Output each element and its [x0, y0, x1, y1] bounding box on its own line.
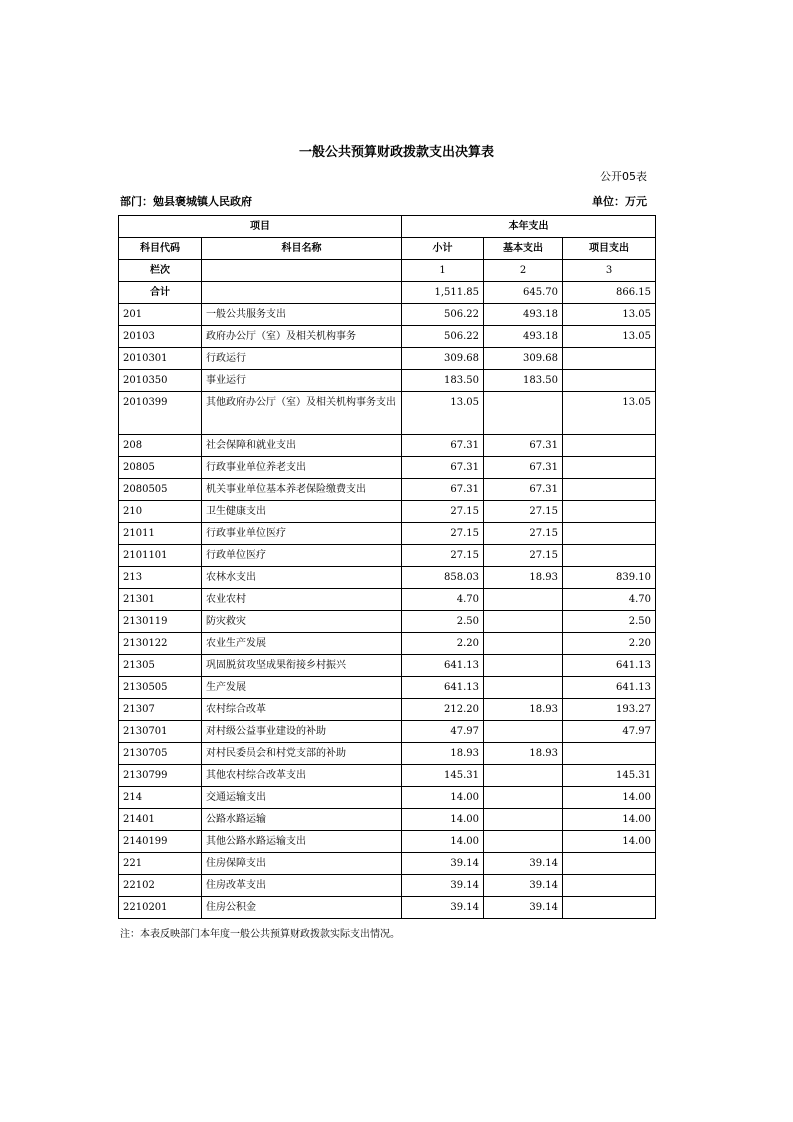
row-name: 其他政府办公厅（室）及相关机构事务支出 [202, 392, 402, 435]
row-basic: 27.15 [484, 523, 563, 545]
row-code: 201 [119, 304, 202, 326]
column-number-row [119, 260, 656, 282]
total-blank [202, 282, 402, 304]
row-subtotal: 47.97 [402, 721, 484, 743]
row-basic [484, 831, 563, 853]
department-label: 部门：勉县褒城镇人民政府 [120, 195, 252, 208]
row-subtotal: 14.00 [402, 809, 484, 831]
row-basic: 18.93 [484, 743, 563, 765]
row-project [563, 435, 656, 457]
row-project [563, 523, 656, 545]
row-basic: 18.93 [484, 567, 563, 589]
row-code: 2210201 [119, 897, 202, 919]
row-name: 交通运输支出 [202, 787, 402, 809]
table-row [119, 677, 656, 699]
row-name: 农林水支出 [202, 567, 402, 589]
col-number-2: 2 [484, 260, 563, 282]
row-basic: 493.18 [484, 326, 563, 348]
row-basic [484, 392, 563, 435]
row-name: 政府办公厅（室）及相关机构事务 [202, 326, 402, 348]
row-basic [484, 765, 563, 787]
row-code: 2130799 [119, 765, 202, 787]
row-name: 卫生健康支出 [202, 501, 402, 523]
row-code: 210 [119, 501, 202, 523]
row-code: 2080505 [119, 479, 202, 501]
table-row [119, 743, 656, 765]
table-row [119, 501, 656, 523]
total-basic: 645.70 [484, 282, 563, 304]
row-basic [484, 809, 563, 831]
total-label: 合计 [119, 282, 202, 304]
row-project: 47.97 [563, 721, 656, 743]
row-subtotal: 4.70 [402, 589, 484, 611]
table-row [119, 370, 656, 392]
row-project: 145.31 [563, 765, 656, 787]
row-project: 193.27 [563, 699, 656, 721]
row-code: 21011 [119, 523, 202, 545]
row-name: 农村综合改革 [202, 699, 402, 721]
row-name: 其他农村综合改革支出 [202, 765, 402, 787]
table-row [119, 348, 656, 370]
header-item: 项目 [119, 216, 402, 238]
page-title: 一般公共预算财政拨款支出决算表 [298, 145, 494, 160]
row-label: 栏次 [119, 260, 202, 282]
row-subtotal: 2.50 [402, 611, 484, 633]
row-code: 2130705 [119, 743, 202, 765]
row-basic: 67.31 [484, 479, 563, 501]
table-row [119, 765, 656, 787]
row-code: 21307 [119, 699, 202, 721]
row-name: 行政事业单位养老支出 [202, 457, 402, 479]
row-code: 2010301 [119, 348, 202, 370]
row-project [563, 853, 656, 875]
row-subtotal: 27.15 [402, 501, 484, 523]
table-row [119, 897, 656, 919]
row-code: 21305 [119, 655, 202, 677]
row-name: 对村级公益事业建设的补助 [202, 721, 402, 743]
row-project: 4.70 [563, 589, 656, 611]
row-project [563, 457, 656, 479]
unit-label: 单位：万元 [592, 195, 647, 208]
header-name: 科目名称 [202, 238, 402, 260]
row-basic [484, 787, 563, 809]
row-project: 14.00 [563, 787, 656, 809]
row-project: 641.13 [563, 677, 656, 699]
row-subtotal: 67.31 [402, 457, 484, 479]
row-code: 2140199 [119, 831, 202, 853]
table-row [119, 304, 656, 326]
row-basic [484, 655, 563, 677]
row-project [563, 370, 656, 392]
header-basic: 基本支出 [484, 238, 563, 260]
row-basic: 18.93 [484, 699, 563, 721]
row-name: 一般公共服务支出 [202, 304, 402, 326]
row-project [563, 743, 656, 765]
row-subtotal: 13.05 [402, 392, 484, 435]
table-row [119, 875, 656, 897]
row-subtotal: 67.31 [402, 435, 484, 457]
row-name: 巩固脱贫攻坚成果衔接乡村振兴 [202, 655, 402, 677]
row-name: 对村民委员会和村党支部的补助 [202, 743, 402, 765]
row-project: 2.20 [563, 633, 656, 655]
table-row [119, 479, 656, 501]
row-subtotal: 67.31 [402, 479, 484, 501]
row-project: 641.13 [563, 655, 656, 677]
row-basic: 493.18 [484, 304, 563, 326]
row-subtotal: 39.14 [402, 853, 484, 875]
row-project [563, 501, 656, 523]
row-basic: 27.15 [484, 501, 563, 523]
row-name: 行政运行 [202, 348, 402, 370]
row-code: 213 [119, 567, 202, 589]
table-row [119, 392, 656, 435]
col-number-3: 3 [563, 260, 656, 282]
row-basic [484, 633, 563, 655]
row-basic [484, 589, 563, 611]
total-row [119, 282, 656, 304]
row-code: 2101101 [119, 545, 202, 567]
header-row-1 [119, 216, 656, 238]
row-code: 2010350 [119, 370, 202, 392]
row-code: 208 [119, 435, 202, 457]
row-subtotal: 27.15 [402, 545, 484, 567]
row-basic [484, 611, 563, 633]
row-code: 20103 [119, 326, 202, 348]
total-subtotal: 1,511.85 [402, 282, 484, 304]
row-name: 行政单位医疗 [202, 545, 402, 567]
row-basic: 39.14 [484, 853, 563, 875]
table-row [119, 633, 656, 655]
row-subtotal: 14.00 [402, 831, 484, 853]
row-name: 行政事业单位医疗 [202, 523, 402, 545]
row-basic: 39.14 [484, 897, 563, 919]
row-basic [484, 721, 563, 743]
row-project: 13.05 [563, 326, 656, 348]
row-code: 214 [119, 787, 202, 809]
table-row [119, 523, 656, 545]
row-project: 839.10 [563, 567, 656, 589]
row-project: 14.00 [563, 831, 656, 853]
header-current-year: 本年支出 [402, 216, 656, 238]
table-row [119, 787, 656, 809]
row-subtotal: 212.20 [402, 699, 484, 721]
row-basic [484, 677, 563, 699]
row-code: 221 [119, 853, 202, 875]
header-project: 项目支出 [563, 238, 656, 260]
row-subtotal: 309.68 [402, 348, 484, 370]
table-row [119, 545, 656, 567]
row-project [563, 545, 656, 567]
row-subtotal: 641.13 [402, 655, 484, 677]
row-project [563, 875, 656, 897]
table-row [119, 611, 656, 633]
footnote: 注：本表反映部门本年度一般公共预算财政拨款实际支出情况。 [120, 929, 400, 940]
table-row [119, 567, 656, 589]
row-code: 22102 [119, 875, 202, 897]
row-subtotal: 2.20 [402, 633, 484, 655]
row-code: 2130122 [119, 633, 202, 655]
row-subtotal: 14.00 [402, 787, 484, 809]
row-code: 2130505 [119, 677, 202, 699]
row-name: 住房公积金 [202, 897, 402, 919]
form-number: 公开05表 [600, 170, 647, 183]
row-subtotal: 506.22 [402, 304, 484, 326]
row-name: 生产发展 [202, 677, 402, 699]
row-name: 农业农村 [202, 589, 402, 611]
row-subtotal: 39.14 [402, 875, 484, 897]
row-name: 事业运行 [202, 370, 402, 392]
header-row-2 [119, 238, 656, 260]
row-basic: 67.31 [484, 435, 563, 457]
row-basic: 39.14 [484, 875, 563, 897]
row-code: 2130119 [119, 611, 202, 633]
table-row [119, 589, 656, 611]
row-project [563, 479, 656, 501]
table-row [119, 457, 656, 479]
row-basic: 309.68 [484, 348, 563, 370]
row-subtotal: 183.50 [402, 370, 484, 392]
header-subtotal: 小计 [402, 238, 484, 260]
row-name: 住房改革支出 [202, 875, 402, 897]
table-row [119, 853, 656, 875]
row-basic: 27.15 [484, 545, 563, 567]
row-code: 20805 [119, 457, 202, 479]
table-row [119, 721, 656, 743]
row-subtotal: 39.14 [402, 897, 484, 919]
row-project: 14.00 [563, 809, 656, 831]
row-subtotal: 145.31 [402, 765, 484, 787]
row-subtotal: 27.15 [402, 523, 484, 545]
header-code: 科目代码 [119, 238, 202, 260]
row-subtotal: 641.13 [402, 677, 484, 699]
row-subtotal: 858.03 [402, 567, 484, 589]
row-name: 其他公路水路运输支出 [202, 831, 402, 853]
row-project: 13.05 [563, 304, 656, 326]
row-project [563, 348, 656, 370]
row-label-blank [202, 260, 402, 282]
total-project: 866.15 [563, 282, 656, 304]
table-row [119, 435, 656, 457]
row-project: 13.05 [563, 392, 656, 435]
row-code: 2130701 [119, 721, 202, 743]
table-row [119, 655, 656, 677]
row-basic: 183.50 [484, 370, 563, 392]
row-code: 21401 [119, 809, 202, 831]
row-code: 21301 [119, 589, 202, 611]
row-name: 住房保障支出 [202, 853, 402, 875]
row-name: 社会保障和就业支出 [202, 435, 402, 457]
table-row [119, 831, 656, 853]
row-subtotal: 18.93 [402, 743, 484, 765]
table-row [119, 699, 656, 721]
row-name: 防灾救灾 [202, 611, 402, 633]
row-basic: 67.31 [484, 457, 563, 479]
table-row [119, 326, 656, 348]
table-row [119, 809, 656, 831]
row-project: 2.50 [563, 611, 656, 633]
row-name: 农业生产发展 [202, 633, 402, 655]
row-name: 机关事业单位基本养老保险缴费支出 [202, 479, 402, 501]
col-number-1: 1 [402, 260, 484, 282]
expenditure-table [118, 215, 656, 919]
row-code: 2010399 [119, 392, 202, 435]
row-name: 公路水路运输 [202, 809, 402, 831]
row-subtotal: 506.22 [402, 326, 484, 348]
row-project [563, 897, 656, 919]
